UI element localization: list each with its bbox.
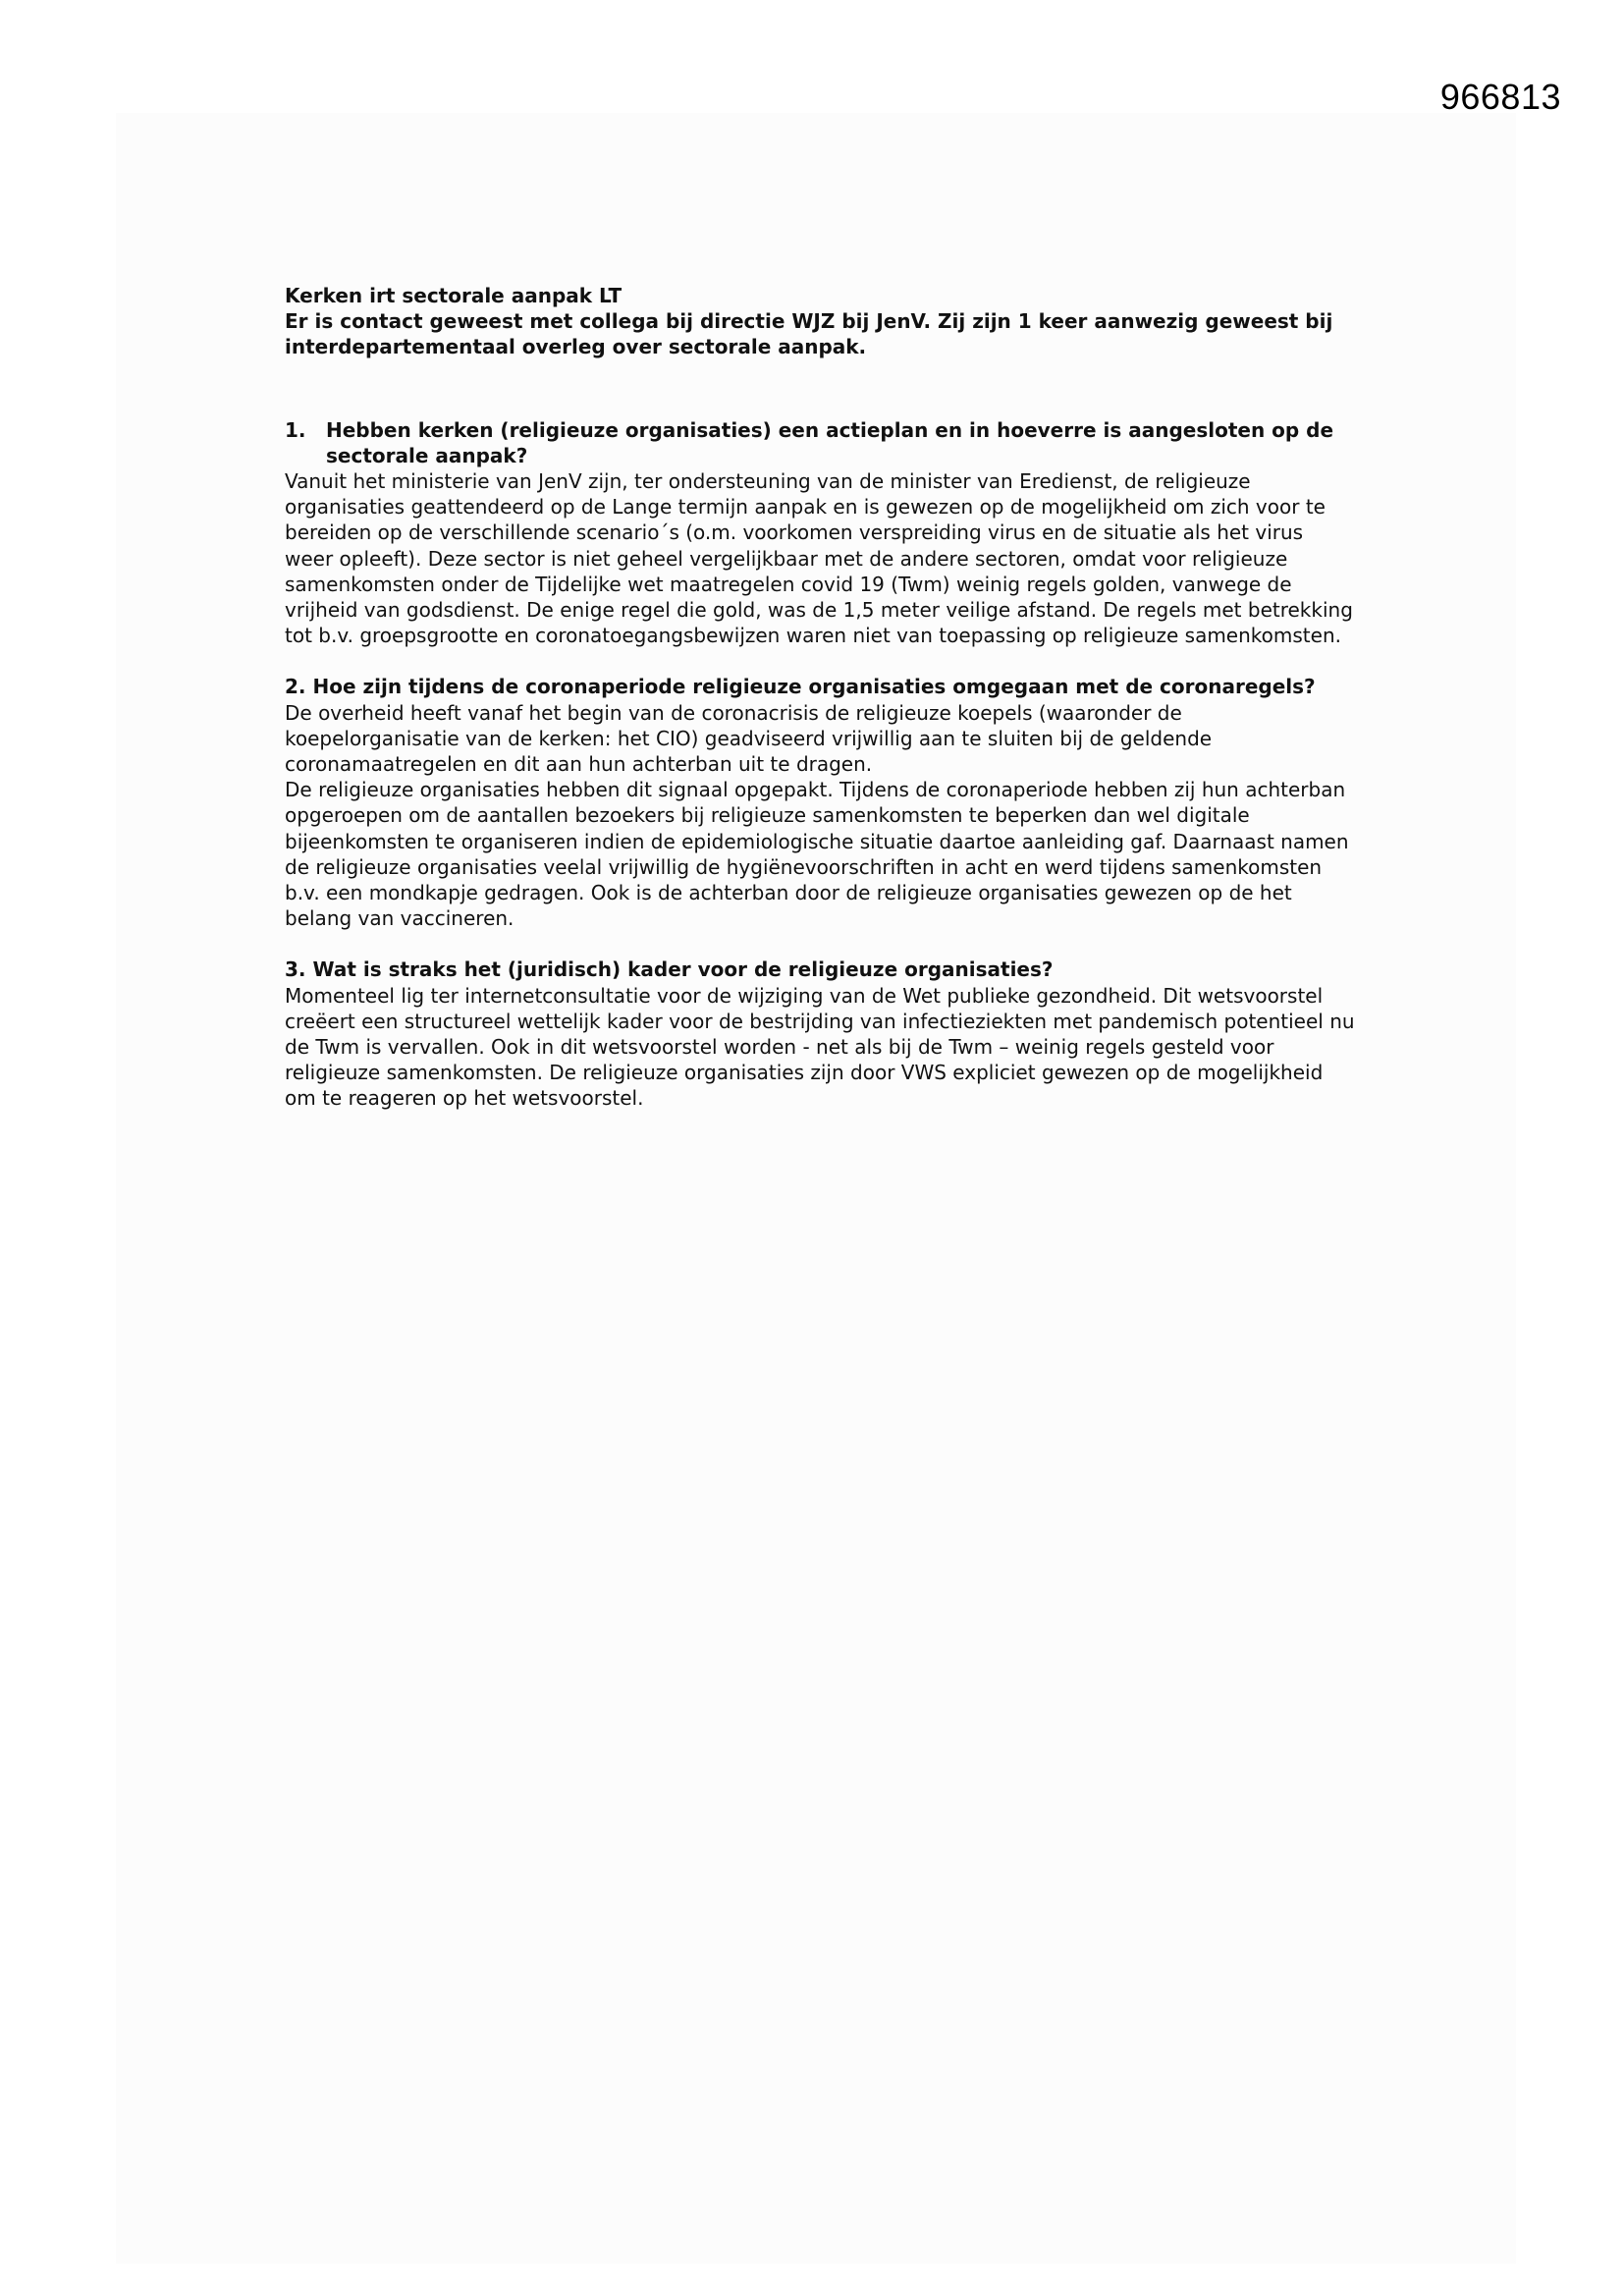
section-1-heading [285,417,1355,468]
section-1 [285,417,1355,649]
section-2-question: Hoe zijn tijdens de coronaperiode religieuze organisaties omgegaan met de coronaregels? [312,675,1316,699]
section-1-question: Hebben kerken (religieuze organisaties) een actieplan en in hoeverre is aangesloten op de sectorale aanpak? [326,417,1334,467]
title-block [285,283,1355,360]
section-3-number: 3. [285,957,306,982]
section-3 [285,957,1355,1111]
document-title: Kerken irt sectorale aanpak LT [285,284,623,307]
section-2-paragraph-1: De overheid heeft vanaf het begin van de coronacrisis de religieuze koepels (waaronder de koepelorganisatie van de kerken: het CIO) geadviseerd vrijwillig aan te sluiten bij de geldende coronamaatregelen en dit aan hun achterban uit te dragen. [285,700,1213,777]
section-3-paragraph: Momenteel lig ter internetconsultatie voor de wijziging van de Wet publieke gezondheid. Dit wetsvoorstel creëert een structureel wettelijk kader voor de bestrijding van infectieziekten met pandemisch potentieel nu de Twm is vervallen. Ook in dit wetsvoorstel worden - net als bij de Twm – weinig regels gesteld voor religieuze samenkomsten. De religieuze organisaties zijn door VWS expliciet gewezen op de mogelijkheid om te reageren op het wetsvoorstel. [285,983,1355,1111]
document-intro: Er is contact geweest met collega bij directie WJZ bij JenV. Zij zijn 1 keer aanwezig geweest bij interdepartementaal overleg over sectorale aanpak. [285,309,1333,359]
section-3-question: Wat is straks het (juridisch) kader voor de religieuze organisaties? [312,957,1054,982]
section-2-heading [285,674,1355,699]
section-1-number: 1. [285,417,306,442]
section-2-paragraph-2: De religieuze organisaties hebben dit signaal opgepakt. Tijdens de coronaperiode hebben zij hun achterban opgeroepen om de aantallen bezoekers bij religieuze samenkomsten te beperken dan wel digitale bijeenkomsten te organiseren indien de epidemiologische situatie daartoe aanleiding gaf. Daarnaast namen de religieuze organisaties veelal vrijwillig de hygiënevoorschriften in acht en werd tijdens samenkomsten b.v. een mondkapje gedragen. Ook is de achterban door de religieuze organisaties gewezen op de het belang van vaccineren. [285,778,1349,931]
document-number: 966813 [1439,77,1561,117]
section-2-number: 2. [285,675,306,699]
section-2 [285,674,1355,931]
document-body [285,283,1355,1137]
section-1-paragraph: Vanuit het ministerie van JenV zijn, ter ondersteuning van de minister van Eredienst, de religieuze organisaties geattendeerd op de Lange termijn aanpak en is gewezen op de mogelijkheid om zich voor te bereiden op de verschillende scenario´s (o.m. voorkomen verspreiding virus en de situatie als het virus weer opleeft). Deze sector is niet geheel vergelijkbaar met de andere sectoren, omdat voor religieuze samenkomsten onder de Tijdelijke wet maatregelen covid 19 (Twm) weinig regels golden, vanwege de vrijheid van godsdienst. De enige regel die gold, was de 1,5 meter veilige afstand. De regels met betrekking tot b.v. groepsgrootte en coronatoegangsbewijzen waren niet van toepassing op religieuze samenkomsten. [285,469,1353,648]
section-3-heading [285,957,1355,982]
